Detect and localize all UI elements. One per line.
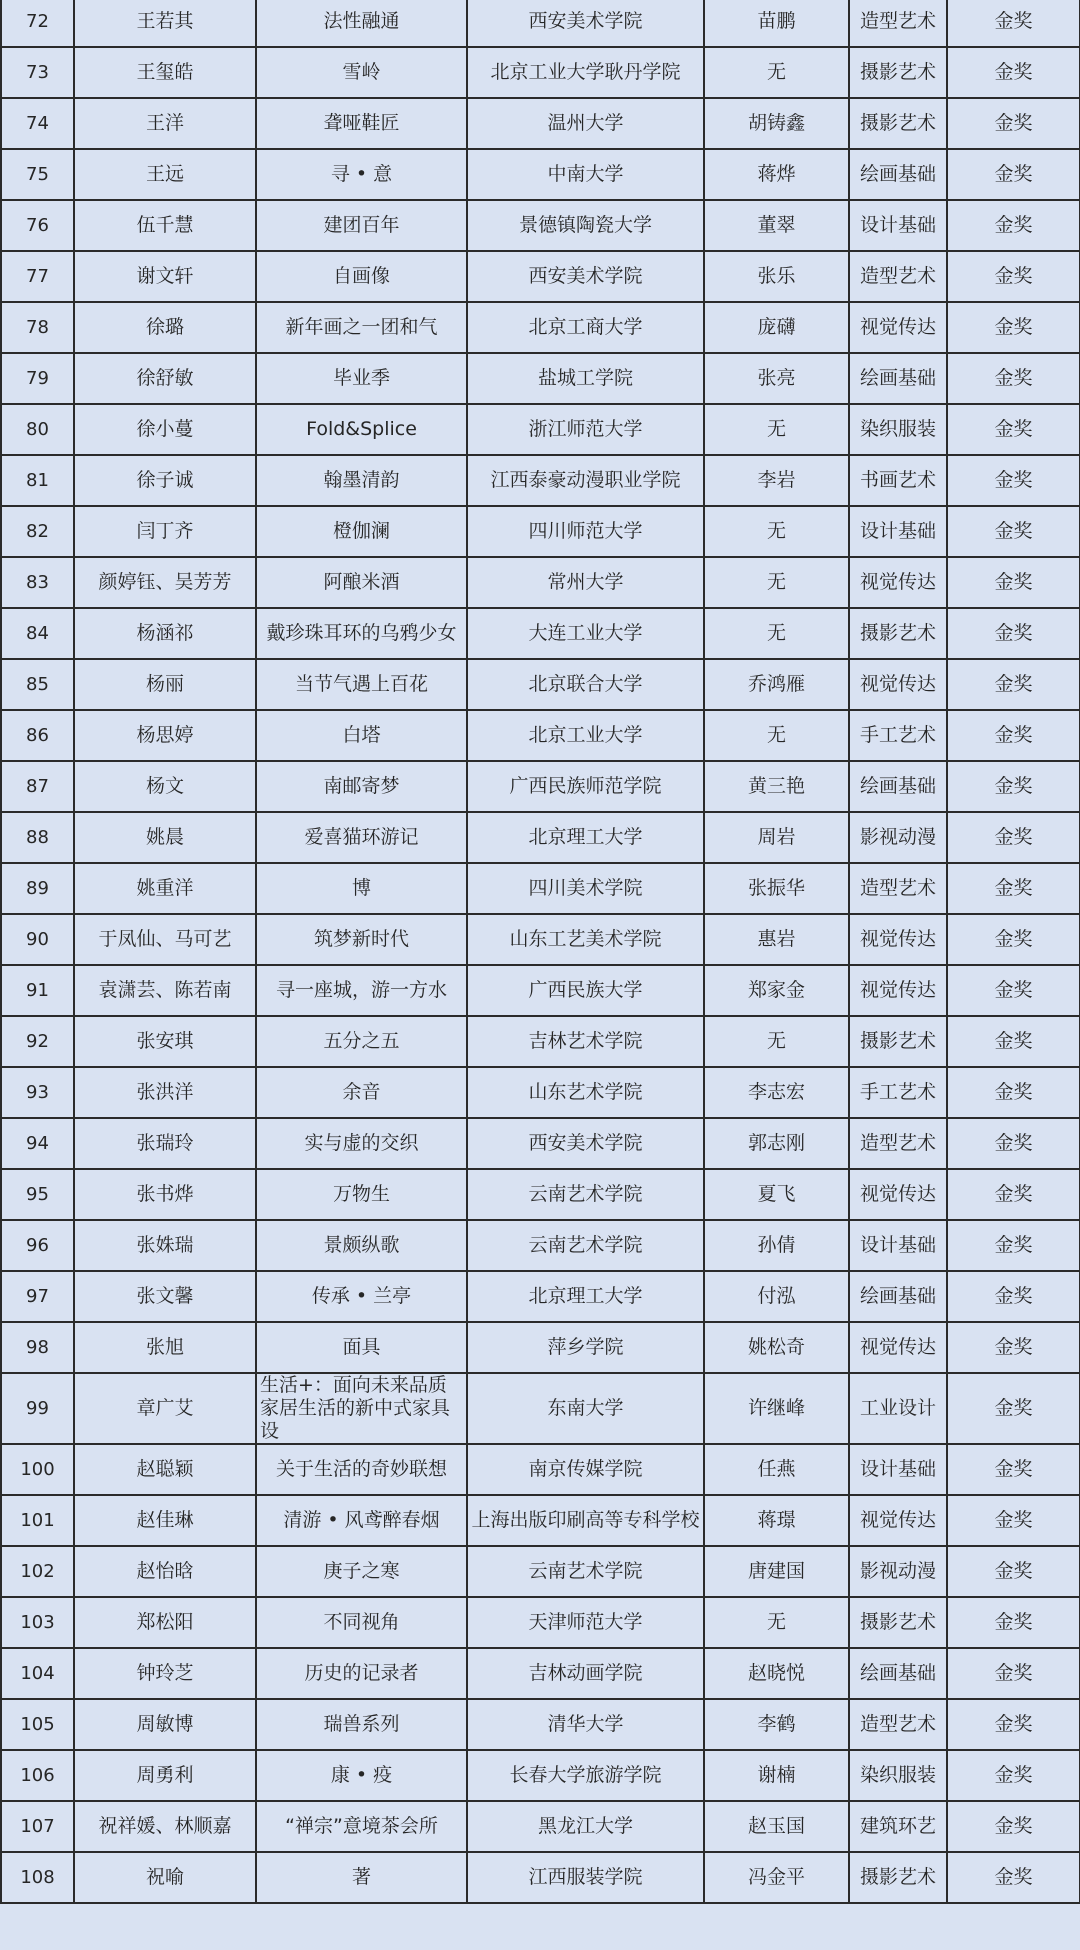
cell-category: 建筑环艺	[849, 1801, 947, 1852]
cell-school: 西安美术学院	[467, 0, 704, 47]
cell-work-title: 筑梦新时代	[256, 914, 467, 965]
table-row	[1, 710, 1080, 761]
cell-award: 金奖	[947, 200, 1080, 251]
cell-teacher: 无	[704, 1597, 849, 1648]
cell-award: 金奖	[947, 710, 1080, 761]
cell-student-name: 杨涵祁	[74, 608, 256, 659]
cell-number: 81	[1, 455, 74, 506]
cell-category: 摄影艺术	[849, 608, 947, 659]
cell-number: 87	[1, 761, 74, 812]
cell-award: 金奖	[947, 0, 1080, 47]
cell-school: 大连工业大学	[467, 608, 704, 659]
cell-category: 设计基础	[849, 200, 947, 251]
cell-award: 金奖	[947, 863, 1080, 914]
cell-number: 90	[1, 914, 74, 965]
cell-category: 手工艺术	[849, 1067, 947, 1118]
table-row	[1, 1495, 1080, 1546]
cell-school: 西安美术学院	[467, 1118, 704, 1169]
cell-number: 78	[1, 302, 74, 353]
table-row	[1, 353, 1080, 404]
cell-category: 视觉传达	[849, 1169, 947, 1220]
cell-number: 93	[1, 1067, 74, 1118]
cell-number: 107	[1, 1801, 74, 1852]
cell-school: 山东艺术学院	[467, 1067, 704, 1118]
cell-work-title: “禅宗”意境茶会所	[256, 1801, 467, 1852]
cell-category: 造型艺术	[849, 1118, 947, 1169]
table-row	[1, 506, 1080, 557]
cell-category: 视觉传达	[849, 965, 947, 1016]
cell-work-title: 自画像	[256, 251, 467, 302]
cell-student-name: 王远	[74, 149, 256, 200]
cell-teacher: 李鹤	[704, 1699, 849, 1750]
cell-student-name: 袁潇芸、陈若南	[74, 965, 256, 1016]
table-row	[1, 0, 1080, 47]
cell-school: 云南艺术学院	[467, 1169, 704, 1220]
cell-student-name: 张安琪	[74, 1016, 256, 1067]
cell-student-name: 赵佳琳	[74, 1495, 256, 1546]
cell-award: 金奖	[947, 1016, 1080, 1067]
cell-category: 造型艺术	[849, 0, 947, 47]
cell-teacher: 董翠	[704, 200, 849, 251]
cell-teacher: 惠岩	[704, 914, 849, 965]
cell-category: 摄影艺术	[849, 47, 947, 98]
cell-student-name: 赵怡晗	[74, 1546, 256, 1597]
cell-number: 86	[1, 710, 74, 761]
cell-teacher: 无	[704, 506, 849, 557]
cell-work-title: 当节气遇上百花	[256, 659, 467, 710]
cell-school: 广西民族大学	[467, 965, 704, 1016]
cell-school: 吉林动画学院	[467, 1648, 704, 1699]
cell-category: 绘画基础	[849, 761, 947, 812]
cell-student-name: 杨丽	[74, 659, 256, 710]
cell-student-name: 闫丁齐	[74, 506, 256, 557]
cell-award: 金奖	[947, 1271, 1080, 1322]
cell-teacher: 夏飞	[704, 1169, 849, 1220]
table-row	[1, 302, 1080, 353]
cell-award: 金奖	[947, 1169, 1080, 1220]
cell-number: 98	[1, 1322, 74, 1373]
table-row	[1, 761, 1080, 812]
cell-award: 金奖	[947, 914, 1080, 965]
cell-school: 四川师范大学	[467, 506, 704, 557]
cell-category: 视觉传达	[849, 302, 947, 353]
cell-work-title: 戴珍珠耳环的乌鸦少女	[256, 608, 467, 659]
table-row	[1, 1067, 1080, 1118]
cell-number: 85	[1, 659, 74, 710]
cell-work-title: 康 • 疫	[256, 1750, 467, 1801]
cell-work-title: 橙伽澜	[256, 506, 467, 557]
cell-teacher: 许继峰	[704, 1373, 849, 1444]
cell-award: 金奖	[947, 1067, 1080, 1118]
cell-teacher: 赵晓悦	[704, 1648, 849, 1699]
cell-work-title: 五分之五	[256, 1016, 467, 1067]
cell-student-name: 王若其	[74, 0, 256, 47]
cell-teacher: 无	[704, 608, 849, 659]
cell-work-title: 关于生活的奇妙联想	[256, 1444, 467, 1495]
cell-school: 温州大学	[467, 98, 704, 149]
cell-work-title: 毕业季	[256, 353, 467, 404]
cell-work-title: 瑞兽系列	[256, 1699, 467, 1750]
cell-school: 东南大学	[467, 1373, 704, 1444]
cell-award: 金奖	[947, 1322, 1080, 1373]
cell-teacher: 任燕	[704, 1444, 849, 1495]
cell-teacher: 苗鹏	[704, 0, 849, 47]
cell-teacher: 乔鸿雁	[704, 659, 849, 710]
cell-category: 绘画基础	[849, 149, 947, 200]
cell-award: 金奖	[947, 1750, 1080, 1801]
cell-student-name: 张旭	[74, 1322, 256, 1373]
cell-category: 设计基础	[849, 1220, 947, 1271]
cell-award: 金奖	[947, 98, 1080, 149]
cell-award: 金奖	[947, 455, 1080, 506]
cell-category: 视觉传达	[849, 1495, 947, 1546]
cell-work-title: 雪岭	[256, 47, 467, 98]
cell-award: 金奖	[947, 1444, 1080, 1495]
cell-award: 金奖	[947, 251, 1080, 302]
table-row	[1, 914, 1080, 965]
cell-school: 西安美术学院	[467, 251, 704, 302]
cell-teacher: 谢楠	[704, 1750, 849, 1801]
cell-school: 天津师范大学	[467, 1597, 704, 1648]
cell-award: 金奖	[947, 1546, 1080, 1597]
cell-category: 摄影艺术	[849, 1597, 947, 1648]
cell-number: 92	[1, 1016, 74, 1067]
cell-student-name: 王洋	[74, 98, 256, 149]
cell-teacher: 无	[704, 47, 849, 98]
cell-category: 影视动漫	[849, 812, 947, 863]
cell-school: 浙江师范大学	[467, 404, 704, 455]
cell-school: 北京联合大学	[467, 659, 704, 710]
cell-work-title: 清游 • 风鸢醉春烟	[256, 1495, 467, 1546]
cell-work-title: 著	[256, 1852, 467, 1903]
cell-award: 金奖	[947, 1495, 1080, 1546]
table-row	[1, 557, 1080, 608]
table-row	[1, 200, 1080, 251]
cell-number: 89	[1, 863, 74, 914]
cell-category: 造型艺术	[849, 251, 947, 302]
table-row	[1, 251, 1080, 302]
cell-number: 72	[1, 0, 74, 47]
cell-teacher: 无	[704, 557, 849, 608]
cell-number: 83	[1, 557, 74, 608]
cell-award: 金奖	[947, 812, 1080, 863]
table-row	[1, 1271, 1080, 1322]
cell-award: 金奖	[947, 659, 1080, 710]
cell-award: 金奖	[947, 1597, 1080, 1648]
cell-school: 山东工艺美术学院	[467, 914, 704, 965]
cell-school: 广西民族师范学院	[467, 761, 704, 812]
cell-number: 102	[1, 1546, 74, 1597]
cell-number: 105	[1, 1699, 74, 1750]
cell-work-title: 寻一座城，游一方水	[256, 965, 467, 1016]
cell-category: 绘画基础	[849, 353, 947, 404]
cell-teacher: 蒋烨	[704, 149, 849, 200]
cell-category: 视觉传达	[849, 557, 947, 608]
cell-category: 染织服装	[849, 1750, 947, 1801]
cell-teacher: 姚松奇	[704, 1322, 849, 1373]
cell-school: 清华大学	[467, 1699, 704, 1750]
cell-teacher: 冯金平	[704, 1852, 849, 1903]
cell-school: 北京理工大学	[467, 812, 704, 863]
cell-student-name: 杨思婷	[74, 710, 256, 761]
cell-teacher: 周岩	[704, 812, 849, 863]
cell-school: 江西服装学院	[467, 1852, 704, 1903]
cell-category: 绘画基础	[849, 1271, 947, 1322]
cell-student-name: 张文馨	[74, 1271, 256, 1322]
cell-work-title: 余音	[256, 1067, 467, 1118]
cell-award: 金奖	[947, 1852, 1080, 1903]
cell-number: 94	[1, 1118, 74, 1169]
cell-category: 手工艺术	[849, 710, 947, 761]
cell-number: 100	[1, 1444, 74, 1495]
cell-school: 云南艺术学院	[467, 1546, 704, 1597]
table-row	[1, 863, 1080, 914]
cell-student-name: 郑松阳	[74, 1597, 256, 1648]
cell-number: 74	[1, 98, 74, 149]
cell-work-title: 传承 • 兰亭	[256, 1271, 467, 1322]
cell-teacher: 蒋璟	[704, 1495, 849, 1546]
cell-work-title: 实与虚的交织	[256, 1118, 467, 1169]
cell-number: 99	[1, 1373, 74, 1444]
cell-school: 北京工业大学	[467, 710, 704, 761]
cell-student-name: 杨文	[74, 761, 256, 812]
cell-category: 摄影艺术	[849, 1852, 947, 1903]
cell-work-title: 景颇纵歌	[256, 1220, 467, 1271]
cell-category: 影视动漫	[849, 1546, 947, 1597]
cell-work-title: 寻 • 意	[256, 149, 467, 200]
cell-work-title: 博	[256, 863, 467, 914]
cell-student-name: 钟玲芝	[74, 1648, 256, 1699]
cell-work-title: 法性融通	[256, 0, 467, 47]
cell-work-title: 历史的记录者	[256, 1648, 467, 1699]
cell-school: 北京理工大学	[467, 1271, 704, 1322]
cell-work-title: Fold&Splice	[256, 404, 467, 455]
cell-teacher: 张振华	[704, 863, 849, 914]
cell-teacher: 无	[704, 710, 849, 761]
cell-work-title: 南邮寄梦	[256, 761, 467, 812]
table-row	[1, 812, 1080, 863]
cell-category: 造型艺术	[849, 1699, 947, 1750]
cell-student-name: 章广艾	[74, 1373, 256, 1444]
cell-work-title: 阿酿米酒	[256, 557, 467, 608]
cell-award: 金奖	[947, 302, 1080, 353]
cell-teacher: 黄三艳	[704, 761, 849, 812]
cell-student-name: 徐舒敏	[74, 353, 256, 404]
cell-award: 金奖	[947, 1373, 1080, 1444]
cell-number: 75	[1, 149, 74, 200]
cell-number: 73	[1, 47, 74, 98]
cell-school: 盐城工学院	[467, 353, 704, 404]
table-row	[1, 1220, 1080, 1271]
cell-student-name: 王玺皓	[74, 47, 256, 98]
cell-category: 染织服装	[849, 404, 947, 455]
cell-school: 景德镇陶瓷大学	[467, 200, 704, 251]
cell-student-name: 伍千慧	[74, 200, 256, 251]
cell-school: 长春大学旅游学院	[467, 1750, 704, 1801]
cell-award: 金奖	[947, 1648, 1080, 1699]
cell-category: 设计基础	[849, 506, 947, 557]
cell-award: 金奖	[947, 965, 1080, 1016]
table-row	[1, 608, 1080, 659]
cell-teacher: 庞礴	[704, 302, 849, 353]
cell-student-name: 颜婷钰、吴芳芳	[74, 557, 256, 608]
table-row	[1, 1169, 1080, 1220]
cell-award: 金奖	[947, 761, 1080, 812]
cell-number: 77	[1, 251, 74, 302]
cell-work-title: 爱喜猫环游记	[256, 812, 467, 863]
cell-number: 101	[1, 1495, 74, 1546]
cell-student-name: 谢文轩	[74, 251, 256, 302]
cell-number: 84	[1, 608, 74, 659]
cell-category: 摄影艺术	[849, 98, 947, 149]
cell-category: 书画艺术	[849, 455, 947, 506]
cell-work-title: 白塔	[256, 710, 467, 761]
table-row	[1, 1373, 1080, 1444]
cell-teacher: 孙倩	[704, 1220, 849, 1271]
cell-teacher: 张亮	[704, 353, 849, 404]
cell-teacher: 唐建国	[704, 1546, 849, 1597]
table-row	[1, 404, 1080, 455]
cell-category: 造型艺术	[849, 863, 947, 914]
cell-school: 四川美术学院	[467, 863, 704, 914]
cell-teacher: 无	[704, 404, 849, 455]
cell-student-name: 徐子诚	[74, 455, 256, 506]
cell-number: 95	[1, 1169, 74, 1220]
cell-school: 吉林艺术学院	[467, 1016, 704, 1067]
cell-award: 金奖	[947, 1699, 1080, 1750]
cell-category: 设计基础	[849, 1444, 947, 1495]
table-row	[1, 1322, 1080, 1373]
cell-school: 常州大学	[467, 557, 704, 608]
cell-work-title: 建团百年	[256, 200, 467, 251]
table-row	[1, 1750, 1080, 1801]
cell-school: 南京传媒学院	[467, 1444, 704, 1495]
award-table-body	[1, 0, 1080, 1903]
cell-number: 91	[1, 965, 74, 1016]
cell-work-title: 万物生	[256, 1169, 467, 1220]
cell-student-name: 于凤仙、马可艺	[74, 914, 256, 965]
cell-student-name: 张洪洋	[74, 1067, 256, 1118]
cell-number: 80	[1, 404, 74, 455]
table-row	[1, 1546, 1080, 1597]
cell-category: 摄影艺术	[849, 1016, 947, 1067]
table-row	[1, 1801, 1080, 1852]
cell-work-title: 不同视角	[256, 1597, 467, 1648]
cell-award: 金奖	[947, 1801, 1080, 1852]
cell-student-name: 徐小蔓	[74, 404, 256, 455]
cell-number: 103	[1, 1597, 74, 1648]
cell-number: 97	[1, 1271, 74, 1322]
table-row	[1, 1852, 1080, 1903]
table-row	[1, 1016, 1080, 1067]
cell-student-name: 周敏博	[74, 1699, 256, 1750]
cell-teacher: 胡铸鑫	[704, 98, 849, 149]
cell-school: 江西泰豪动漫职业学院	[467, 455, 704, 506]
table-row	[1, 47, 1080, 98]
cell-teacher: 无	[704, 1016, 849, 1067]
cell-student-name: 祝祥媛、林顺嘉	[74, 1801, 256, 1852]
table-row	[1, 455, 1080, 506]
cell-school: 上海出版印刷高等专科学校	[467, 1495, 704, 1546]
cell-teacher: 张乐	[704, 251, 849, 302]
cell-award: 金奖	[947, 1118, 1080, 1169]
cell-student-name: 姚重洋	[74, 863, 256, 914]
cell-number: 96	[1, 1220, 74, 1271]
cell-student-name: 祝喻	[74, 1852, 256, 1903]
cell-category: 工业设计	[849, 1373, 947, 1444]
cell-award: 金奖	[947, 47, 1080, 98]
cell-school: 云南艺术学院	[467, 1220, 704, 1271]
cell-award: 金奖	[947, 404, 1080, 455]
table-row	[1, 1699, 1080, 1750]
cell-student-name: 赵聪颖	[74, 1444, 256, 1495]
cell-award: 金奖	[947, 1220, 1080, 1271]
cell-student-name: 张瑞玲	[74, 1118, 256, 1169]
cell-student-name: 姚晨	[74, 812, 256, 863]
table-row	[1, 149, 1080, 200]
cell-teacher: 李岩	[704, 455, 849, 506]
cell-school: 黑龙江大学	[467, 1801, 704, 1852]
cell-award: 金奖	[947, 506, 1080, 557]
table-row	[1, 98, 1080, 149]
table-row	[1, 1118, 1080, 1169]
cell-number: 76	[1, 200, 74, 251]
cell-work-title: 聋哑鞋匠	[256, 98, 467, 149]
cell-teacher: 赵玉国	[704, 1801, 849, 1852]
table-row	[1, 1597, 1080, 1648]
cell-award: 金奖	[947, 557, 1080, 608]
cell-student-name: 张姝瑞	[74, 1220, 256, 1271]
cell-number: 104	[1, 1648, 74, 1699]
cell-award: 金奖	[947, 353, 1080, 404]
cell-work-title: 庚子之寒	[256, 1546, 467, 1597]
cell-teacher: 郑家金	[704, 965, 849, 1016]
cell-student-name: 周勇利	[74, 1750, 256, 1801]
cell-award: 金奖	[947, 608, 1080, 659]
cell-category: 视觉传达	[849, 659, 947, 710]
cell-teacher: 郭志刚	[704, 1118, 849, 1169]
cell-number: 79	[1, 353, 74, 404]
cell-student-name: 张书烨	[74, 1169, 256, 1220]
cell-school: 北京工业大学耿丹学院	[467, 47, 704, 98]
table-row	[1, 1444, 1080, 1495]
cell-student-name: 徐璐	[74, 302, 256, 353]
cell-number: 106	[1, 1750, 74, 1801]
cell-teacher: 付泓	[704, 1271, 849, 1322]
cell-school: 北京工商大学	[467, 302, 704, 353]
cell-award: 金奖	[947, 149, 1080, 200]
cell-category: 绘画基础	[849, 1648, 947, 1699]
cell-number: 82	[1, 506, 74, 557]
cell-school: 中南大学	[467, 149, 704, 200]
cell-school: 萍乡学院	[467, 1322, 704, 1373]
cell-category: 视觉传达	[849, 1322, 947, 1373]
cell-teacher: 李志宏	[704, 1067, 849, 1118]
cell-work-title: 生活+：面向未来品质家居生活的新中式家具设	[256, 1373, 467, 1444]
cell-number: 88	[1, 812, 74, 863]
cell-work-title: 新年画之一团和气	[256, 302, 467, 353]
cell-category: 视觉传达	[849, 914, 947, 965]
table-row	[1, 1648, 1080, 1699]
cell-work-title: 面具	[256, 1322, 467, 1373]
cell-number: 108	[1, 1852, 74, 1903]
table-row	[1, 659, 1080, 710]
cell-work-title: 翰墨清韵	[256, 455, 467, 506]
table-row	[1, 965, 1080, 1016]
